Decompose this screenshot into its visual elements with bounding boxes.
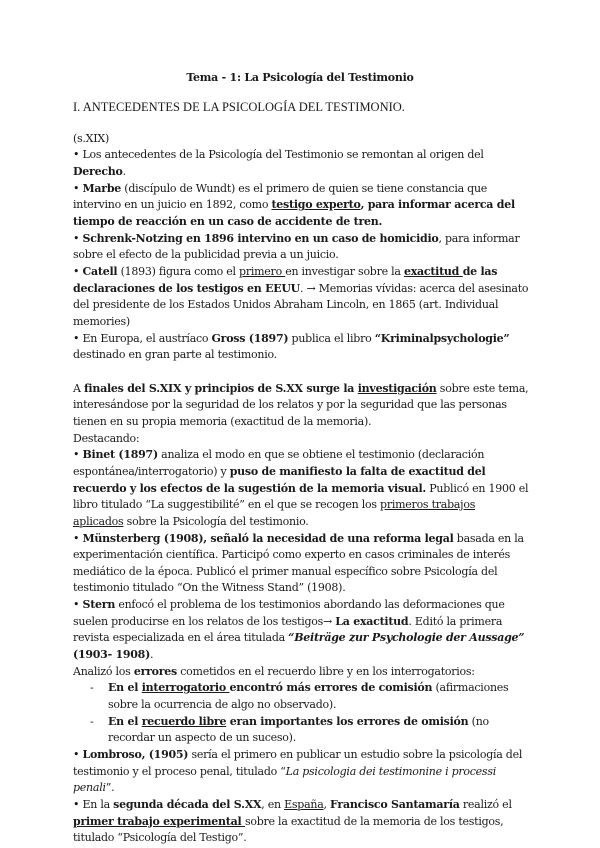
paragraph-line: A finales del S.XIX y principios de S.XX surge la investigación sobre este tema, <box>73 381 529 395</box>
document-title: Tema - 1: La Psicología del Testimonio <box>186 71 414 84</box>
paragraph-line: mediático de la época. Publicó el primer manual específico sobre Psicología del <box>73 564 498 578</box>
list-item-line: En el recuerdo libre eran importantes los errores de omisión (no <box>108 714 489 728</box>
paragraph-line: destinado en gran parte al testimonio. <box>73 348 277 362</box>
paragraph-line: • Schrenk-Notzing en 1896 intervino en un caso de homicidio, para informar <box>73 231 520 245</box>
paragraph-line: intervino en un juicio en 1892, como testigo experto, para informar acerca del <box>73 198 515 212</box>
paragraph-line: del presidente de los Estados Unidos Abraham Lincoln, en 1865 (art. Individual <box>73 298 499 312</box>
paragraph-line: tienen en su propia memoria (exactitud de la memoria). <box>73 414 372 428</box>
paragraph-line: recuerdo y los efectos de la sugestión de la memoria visual. Publicó en 1900 el <box>73 481 529 495</box>
paragraph-line: testimonio y el proceso penal, titulado “La psicologia dei testimonine i processi <box>73 764 496 778</box>
paragraph-line: • Catell (1893) figura como el primero en investigar sobre la exactitud de las <box>73 265 498 278</box>
paragraph-line: • En Europa, el austríaco Gross (1897) publica el libro “Kriminalpsychologie” <box>73 331 510 345</box>
paragraph-line: • Marbe (discípulo de Wundt) es el primero de quien se tiene constancia que <box>73 181 488 195</box>
paragraph-line: • Lombroso, (1905) sería el primero en publicar un estudio sobre la psicología del <box>73 748 523 762</box>
paragraph-line: aplicados sobre la Psicología del testimonio. <box>73 514 309 528</box>
list-item-line: En el interrogatorio encontró más errores de comisión (afirmaciones <box>108 681 509 695</box>
paragraph-line: experimentación científica. Participó como experto en casos criminales de interés <box>73 548 510 562</box>
paragraph-line: memories) <box>73 314 130 328</box>
paragraph-line: Destacando: <box>73 431 140 445</box>
paragraph-line: • Stern enfocó el problema de los testimonios abordando las deformaciones que <box>73 598 505 612</box>
paragraph-line: suelen producirse en los relatos de los testigos→ La exactitud. Editó la primera <box>73 614 503 628</box>
paragraph-line: interesándose por la seguridad de los relatos y por la seguridad que las personas <box>73 398 507 412</box>
paragraph-line: Analizó los errores cometidos en el recuerdo libre y en los interrogatorios: <box>73 664 475 678</box>
paragraph-line: • Binet (1897) analiza el modo en que se obtiene el testimonio (declaración <box>73 448 485 462</box>
list-item-line: sobre la ocurrencia de algo no observado). <box>108 698 337 712</box>
paragraph-line: primer trabajo experimental sobre la exactitud de la memoria de los testigos, <box>73 814 504 828</box>
paragraph-line: revista especializada en el área titulada “Beiträge zur Psychologie der Aussage” <box>73 631 525 645</box>
paragraph-line: (1903- 1908). <box>73 648 154 662</box>
paragraph-line: • Münsterberg (1908), señaló la necesidad de una reforma legal basada en la <box>73 531 524 545</box>
paragraph-line: libro titulado “La suggestibilité” en el que se recogen los primeros trabajos <box>73 498 476 512</box>
paragraph-line: penali”. <box>73 781 115 795</box>
paragraph-line: tiempo de reacción en un caso de accidente de tren. <box>73 215 383 229</box>
list-dash: - <box>90 714 94 728</box>
paragraph-line: • En la segunda década del S.XX, en España, Francisco Santamaría realizó el <box>73 798 512 812</box>
paragraph-line: • Los antecedentes de la Psicología del Testimonio se remontan al origen del <box>73 148 484 162</box>
paragraph-line: declaraciones de los testigos en EEUU. → Memorias vívidas: acerca del asesinato <box>73 281 529 295</box>
paragraph-line: espontánea/interrogatorio) y puso de manifiesto la falta de exactitud del <box>73 464 486 478</box>
paragraph-line: Derecho. <box>73 165 126 179</box>
section-heading: I. ANTECEDENTES DE LA PSICOLOGÍA DEL TESTIMONIO. <box>73 100 405 115</box>
paragraph-line: titulado “Psicología del Testigo”. <box>73 831 247 845</box>
paragraph-line: sobre el efecto de la publicidad previa a un juicio. <box>73 248 339 262</box>
list-dash: - <box>90 681 94 695</box>
list-item-line: recordar un aspecto de un suceso). <box>108 731 296 745</box>
paragraph-line: testimonio titulado “On the Witness Stand” (1908). <box>73 581 346 595</box>
paragraph-line: (s.XIX) <box>73 131 109 145</box>
